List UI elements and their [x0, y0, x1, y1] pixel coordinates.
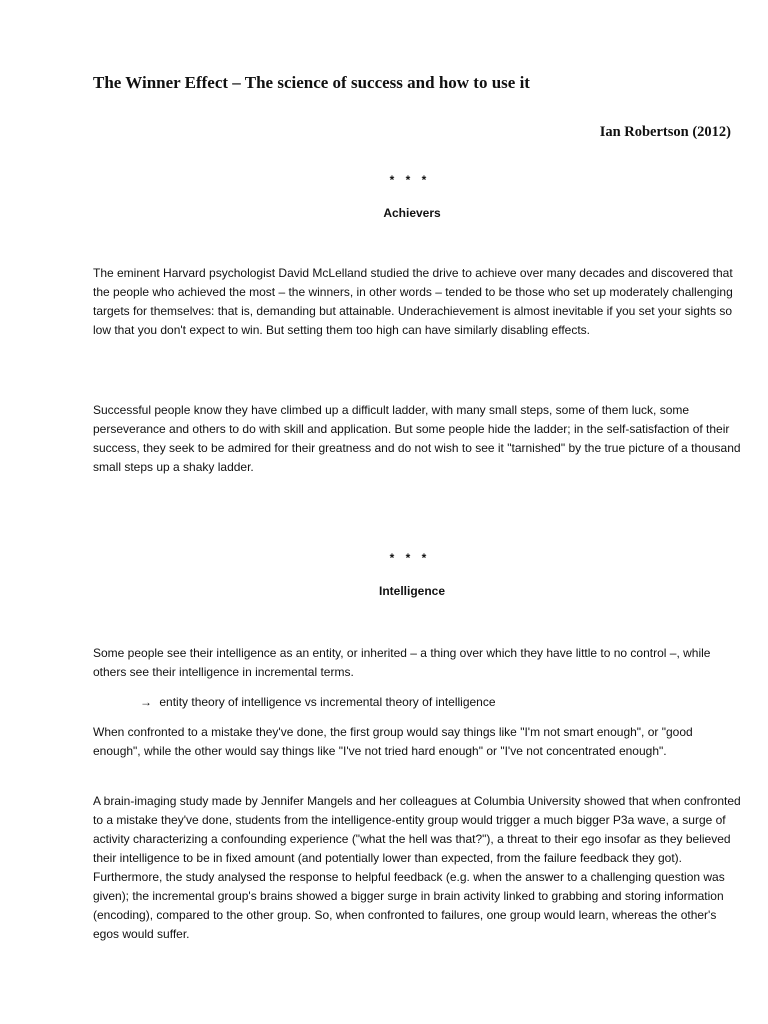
- section-heading-intelligence: Intelligence: [378, 584, 446, 598]
- bullet-point: [140, 693, 740, 712]
- intelligence-paragraph-2: When confronted to a mistake they've done, the first group would say things like "I'm not smart enough", or "good enough", while the other would say things like "I've not tried hard enough" or "I've not concentrated enough".: [93, 725, 693, 758]
- author-line: Ian Robertson (2012): [599, 124, 731, 140]
- bullet-text: entity theory of intelligence vs incremental theory of intelligence: [159, 695, 496, 709]
- section-separator: * * *: [389, 173, 431, 187]
- section-separator: * * *: [389, 551, 431, 565]
- section-heading-achievers: Achievers: [383, 206, 441, 220]
- document-title: The Winner Effect – The science of success and how to use it: [93, 73, 530, 92]
- achievers-paragraph-2: Successful people know they have climbed up a difficult ladder, with many small steps, some of them luck, some perseverance and others to do with skill and application. But some people hide the ladder; in the self-satisfaction of their success, they seek to be admired for their greatness and do not wish to see it "tarnished" by the true picture of a thousand small steps up a shaky ladder.: [93, 403, 741, 474]
- intelligence-paragraph-3: A brain-imaging study made by Jennifer Mangels and her colleagues at Columbia University showed that when confronted to a mistake they've done, students from the intelligence-entity group would trigger a much bigger P3a wave, a surge of activity characterizing a confounding experience ("what the hell was that?"), a threat to their ego insofar as they believed their intelligence to be in fixed amount (and potentially lower than expected, from the failure feedback they got). Furthermore, the study analysed the response to helpful feedback (e.g. when the answer to a challenging question was given); the incremental group's brains showed a bigger surge in brain activity linked to grabbing and storing information (encoding), compared to the other group. So, when confronted to failures, one group would learn, whereas the other's egos would suffer.: [93, 794, 741, 941]
- intelligence-paragraph-1: Some people see their intelligence as an entity, or inherited – a thing over which they have little to no control –, while others see their intelligence in incremental terms.: [93, 646, 711, 679]
- achievers-paragraph-1: The eminent Harvard psychologist David McLelland studied the drive to achieve over many decades and discovered that the people who achieved the most – the winners, in other words – tended to be those who set up moderately challenging targets for themselves: that is, demanding but attainable. Underachievement is almost inevitable if you set your sights so low that you don't expect to win. But setting them too high can have similarly disabling effects.: [93, 266, 733, 337]
- right-arrow-icon: →: [140, 695, 152, 709]
